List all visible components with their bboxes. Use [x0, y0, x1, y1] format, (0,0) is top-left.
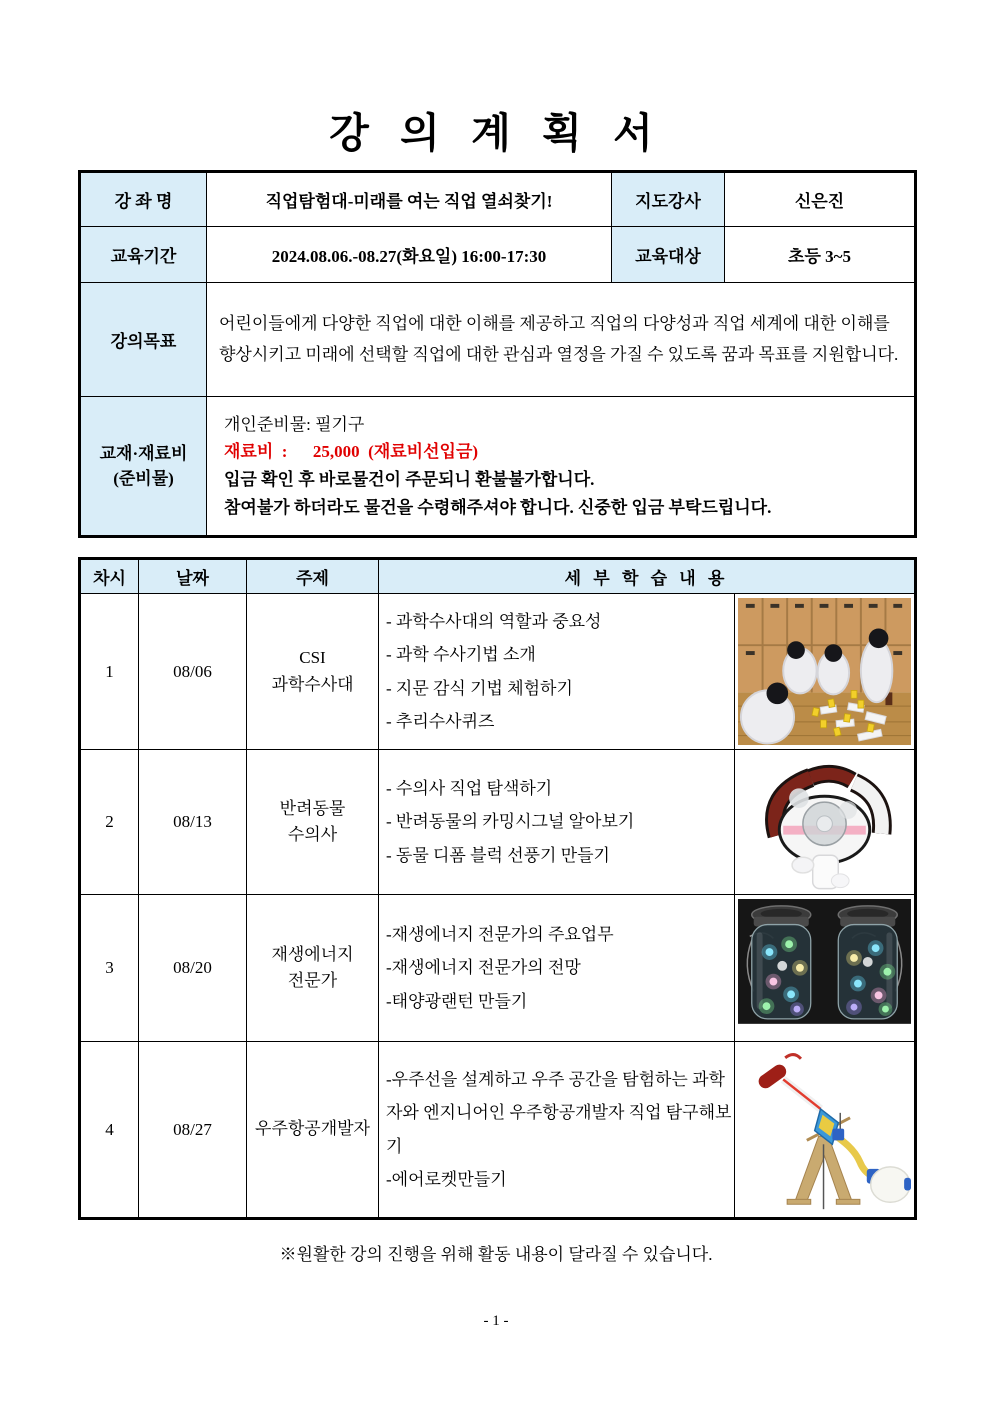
point-item: - 추리수사퀴즈	[386, 711, 495, 731]
csi-investigation-photo	[738, 598, 911, 745]
schedule-row-2	[80, 750, 916, 895]
topic-line: 재생에너지	[271, 944, 354, 964]
target-value: 초등 3~5	[725, 227, 916, 283]
materials-text	[207, 397, 916, 537]
period-label: 교육기간	[80, 227, 207, 283]
header-date: 날짜	[139, 559, 247, 594]
materials-label	[80, 397, 207, 537]
materials-label-line1: 교재·재료비	[99, 443, 188, 463]
point-item: -에어로켓만들기	[386, 1169, 507, 1189]
session-topic	[247, 1042, 379, 1219]
point-item: -태양광랜턴 만들기	[386, 991, 528, 1011]
pet-bead-fan-photo	[738, 753, 911, 891]
goal-text: 어린이들에게 다양한 직업에 대한 이해를 제공하고 직업의 다양성과 직업 세계에 대한 이해를 향상시키고 미래에 선택할 직업에 대한 관심과 열정을 가질 수 있도록 꿈과 목표를 지원합니다.	[207, 283, 916, 397]
session-points	[379, 594, 735, 750]
course-name-label: 강 좌 명	[80, 172, 207, 227]
materials-line-personal: 개인준비물: 필기구	[224, 414, 365, 434]
session-date: 08/06	[139, 594, 247, 750]
point-item: - 지문 감식 기법 체험하기	[386, 678, 573, 698]
header-session: 차시	[80, 559, 139, 594]
session-photo-cell	[735, 750, 916, 895]
session-photo-cell	[735, 895, 916, 1042]
session-photo-cell	[735, 594, 916, 750]
topic-line: 반려동물	[279, 798, 346, 818]
topic-line: 수의사	[287, 825, 338, 844]
topic-line: CSI	[299, 648, 326, 668]
session-number: 2	[80, 750, 139, 895]
schedule-row-3	[80, 895, 916, 1042]
session-date: 08/13	[139, 750, 247, 895]
session-topic	[247, 895, 379, 1042]
session-number: 4	[80, 1042, 139, 1219]
schedule-row-4	[80, 1042, 916, 1219]
point-item: - 과학 수사기법 소개	[386, 645, 536, 665]
point-item: -우주선을 설계하고 우주 공간을 탐험하는 과학자와 엔지니어인 우주항공개발자 직업 탐구해보기	[386, 1070, 732, 1156]
session-points	[379, 750, 735, 895]
session-points	[379, 895, 735, 1042]
point-item: -재생에너지 전문가의 전망	[386, 958, 581, 978]
session-topic	[247, 594, 379, 750]
footer-note: ※원활한 강의 진행을 위해 활동 내용이 달라질 수 있습니다.	[279, 1245, 713, 1264]
instructor-value: 신은진	[725, 172, 916, 227]
schedule-row-1	[80, 594, 916, 750]
topic-line: 전문가	[287, 971, 338, 990]
period-value: 2024.08.06.-08.27(화요일) 16:00-17:30	[207, 227, 612, 283]
materials-line-fee: 재료비 : 25,000 (재료비선입금)	[224, 442, 479, 462]
topic-line: 우주항공개발자	[255, 1119, 370, 1139]
session-points	[379, 1042, 735, 1219]
air-rocket-photo	[738, 1046, 911, 1213]
goal-label: 강의목표	[80, 283, 207, 397]
schedule-table	[78, 557, 917, 1220]
course-info-table	[78, 170, 917, 538]
solar-lantern-photo	[738, 899, 911, 1038]
topic-line: 과학수사대	[271, 674, 354, 694]
materials-label-line2: (준비물)	[113, 469, 174, 488]
point-item: - 과학수사대의 역할과 중요성	[386, 612, 602, 632]
point-item: - 반려동물의 카밍시그널 알아보기	[386, 812, 635, 832]
session-number: 1	[80, 594, 139, 750]
page-title: 강 의 계 획 서	[329, 110, 663, 156]
point-item: -재생에너지 전문가의 주요업무	[386, 925, 614, 945]
target-label: 교육대상	[612, 227, 725, 283]
point-item: - 수의사 직업 탐색하기	[386, 779, 553, 799]
session-date: 08/27	[139, 1042, 247, 1219]
materials-line-refund: 입금 확인 후 바로물건이 주문되니 환불불가합니다.	[224, 470, 595, 489]
point-item: - 동물 디폼 블럭 선풍기 만들기	[386, 845, 610, 865]
session-date: 08/20	[139, 895, 247, 1042]
page-number: - 1 -	[483, 1313, 509, 1329]
header-topic: 주제	[247, 559, 379, 594]
materials-line-notice: 참여불가 하더라도 물건을 수령해주셔야 합니다. 신중한 입금 부탁드립니다.	[224, 497, 772, 517]
session-number: 3	[80, 895, 139, 1042]
session-topic	[247, 750, 379, 895]
header-content: 세 부 학 습 내 용	[379, 559, 916, 594]
session-photo-cell	[735, 1042, 916, 1219]
instructor-label: 지도강사	[612, 172, 725, 227]
course-name-value: 직업탐험대-미래를 여는 직업 열쇠찾기!	[207, 172, 612, 227]
